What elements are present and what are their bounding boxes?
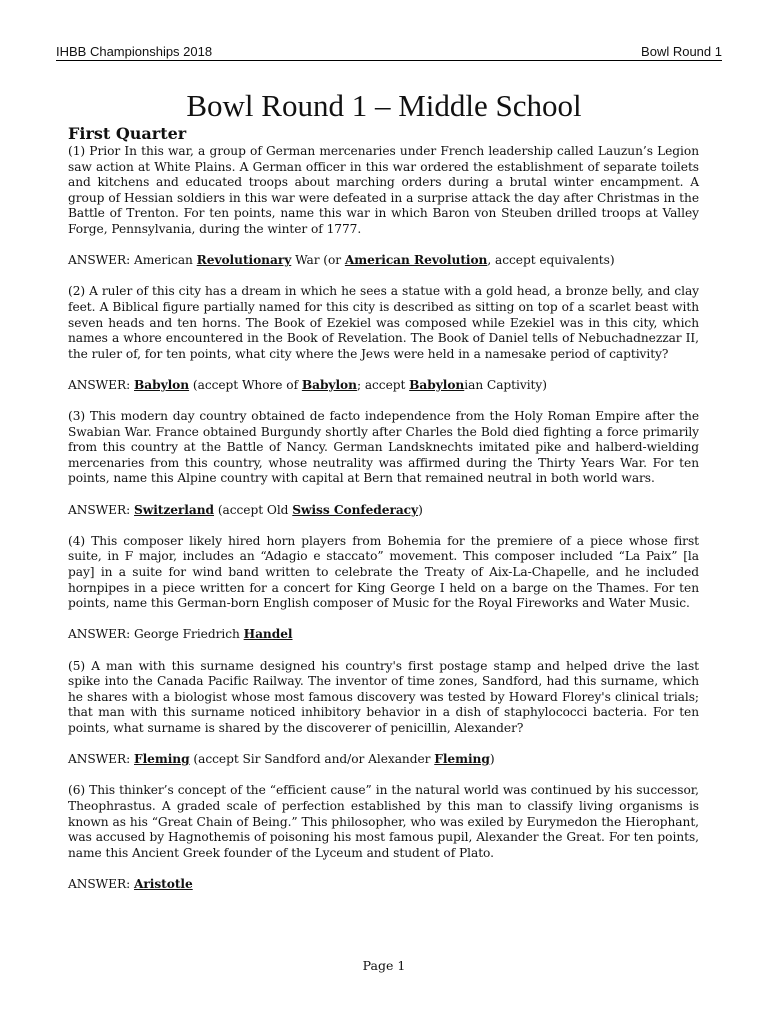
answer-key: Swiss Confederacy xyxy=(292,502,419,517)
answer-3 xyxy=(68,503,699,519)
question-6: (6) This thinker’s concept of the “efficient cause” in the natural world was continued by his successor, Theophrastus. A graded scale of perfection established by this man to classify living organisms is known as his “Great Chain of Being.” This philosopher, who was exiled by Eurymedon the Hierophant, was accused by Hagnothemis of poisoning his most famous pupil, Alexander the Great. For ten points, name this Ancient Greek founder of the Lyceum and student of Plato. xyxy=(68,783,699,860)
answer-key: Fleming xyxy=(434,752,490,767)
answer-key: Babylon xyxy=(409,377,465,392)
answer-key: Babylon xyxy=(134,377,190,392)
answer-key: American Revolution xyxy=(344,253,488,268)
answer-text: ANSWER: xyxy=(68,752,134,767)
answer-text: ANSWER: xyxy=(68,876,134,891)
answer-text: (accept Whore of xyxy=(189,377,302,392)
answer-key: Handel xyxy=(243,627,293,642)
answer-5 xyxy=(68,752,699,768)
answer-key: Revolutionary xyxy=(196,253,292,268)
header-round: Bowl Round 1 xyxy=(641,44,722,59)
question-3: (3) This modern day country obtained de facto independence from the Holy Roman Empire after the Swabian War. France obtained Burgundy shortly after Charles the Bold died fighting a force primarily from this country at the Battle of Nancy. German Landsknechts imitated pike and halberd-wielding mercenaries from this country, whose neutrality was affirmed during the Thirty Years War. For ten points, name this Alpine country with capital at Bern that remained neutral in both world wars. xyxy=(68,409,699,486)
answer-text: ANSWER: George Friedrich xyxy=(68,627,244,642)
answer-text: (accept Sir Sandford and/or Alexander xyxy=(189,752,435,767)
answer-text: ; accept xyxy=(356,377,410,392)
answer-1 xyxy=(68,253,699,269)
answer-text: , accept equivalents) xyxy=(487,253,615,268)
answer-key: Switzerland xyxy=(134,502,215,517)
question-5: (5) A man with this surname designed his country's first postage stamp and helped drive the last spike into the Canada Pacific Railway. The inventor of time zones, Sandford, had this surname, which he shares with a biologist whose most famous discovery was tested by Howard Florey's clinical trials; that man with this surname noticed inhibitory behavior in a dish of staphylococci bacteria. For ten points, what surname is shared by the discoverer of penicillin, Alexander? xyxy=(68,658,699,735)
answer-text: (accept Old xyxy=(214,502,293,517)
answer-text: ) xyxy=(418,502,423,517)
quarter-heading: First Quarter xyxy=(68,124,187,143)
answer-text: ian Captivity) xyxy=(464,377,547,392)
answer-key: Aristotle xyxy=(134,876,193,891)
answer-key: Fleming xyxy=(134,752,190,767)
answer-2 xyxy=(68,378,699,394)
answer-4 xyxy=(68,627,699,643)
answer-6 xyxy=(68,877,699,893)
answer-key: Babylon xyxy=(301,377,357,392)
questions-body xyxy=(68,144,699,893)
page-title: Bowl Round 1 – Middle School xyxy=(186,88,582,123)
question-2: (2) A ruler of this city has a dream in which he sees a statue with a gold head, a bronze belly, and clay feet. A Biblical figure partially named for this city is described as sitting on top of a scarlet beast with seven heads and ten horns. The Book of Ezekiel was composed while Ezekiel was in this city, which names a whore encountered in the Book of Revelation. The Book of Daniel tells of Nebuchadnezzar II, the ruler of, for ten points, what city where the Jews were held in a namesake period of captivity? xyxy=(68,284,699,361)
page-number: Page 1 xyxy=(362,958,406,973)
answer-text: ANSWER: xyxy=(68,377,134,392)
question-1: (1) Prior In this war, a group of German mercenaries under French leadership called Lauzun’s Legion saw action at White Plains. A German officer in this war ordered the establishment of separate toilets and kitchens and educated troops about marching orders during a brutal winter encampment. A group of Hessian soldiers in this war were defeated in a surprise attack the day after Christmas in the Battle of Trenton. For ten points, name this war in which Baron von Steuben drilled troops at Valley Forge, Pennsylvania, during the winter of 1777. xyxy=(68,144,699,236)
answer-text: War (or xyxy=(291,253,345,268)
question-4: (4) This composer likely hired horn players from Bohemia for the premiere of a piece whose first suite, in F major, includes an “Adagio e staccato” movement. This composer included “La Paix” [la pay] in a suite for wind band written to celebrate the Treaty of Aix-La-Chapelle, and he included hornpipes in a piece written for a concert for King George I held on a barge on the Thames. For ten points, name this German-born English composer of Music for the Royal Fireworks and Water Music. xyxy=(68,533,699,611)
page-header xyxy=(56,44,722,61)
answer-text: ) xyxy=(489,752,495,767)
answer-text: ANSWER: American xyxy=(68,253,197,268)
answer-text: ANSWER: xyxy=(68,502,134,517)
header-event: IHBB Championships 2018 xyxy=(56,44,213,59)
